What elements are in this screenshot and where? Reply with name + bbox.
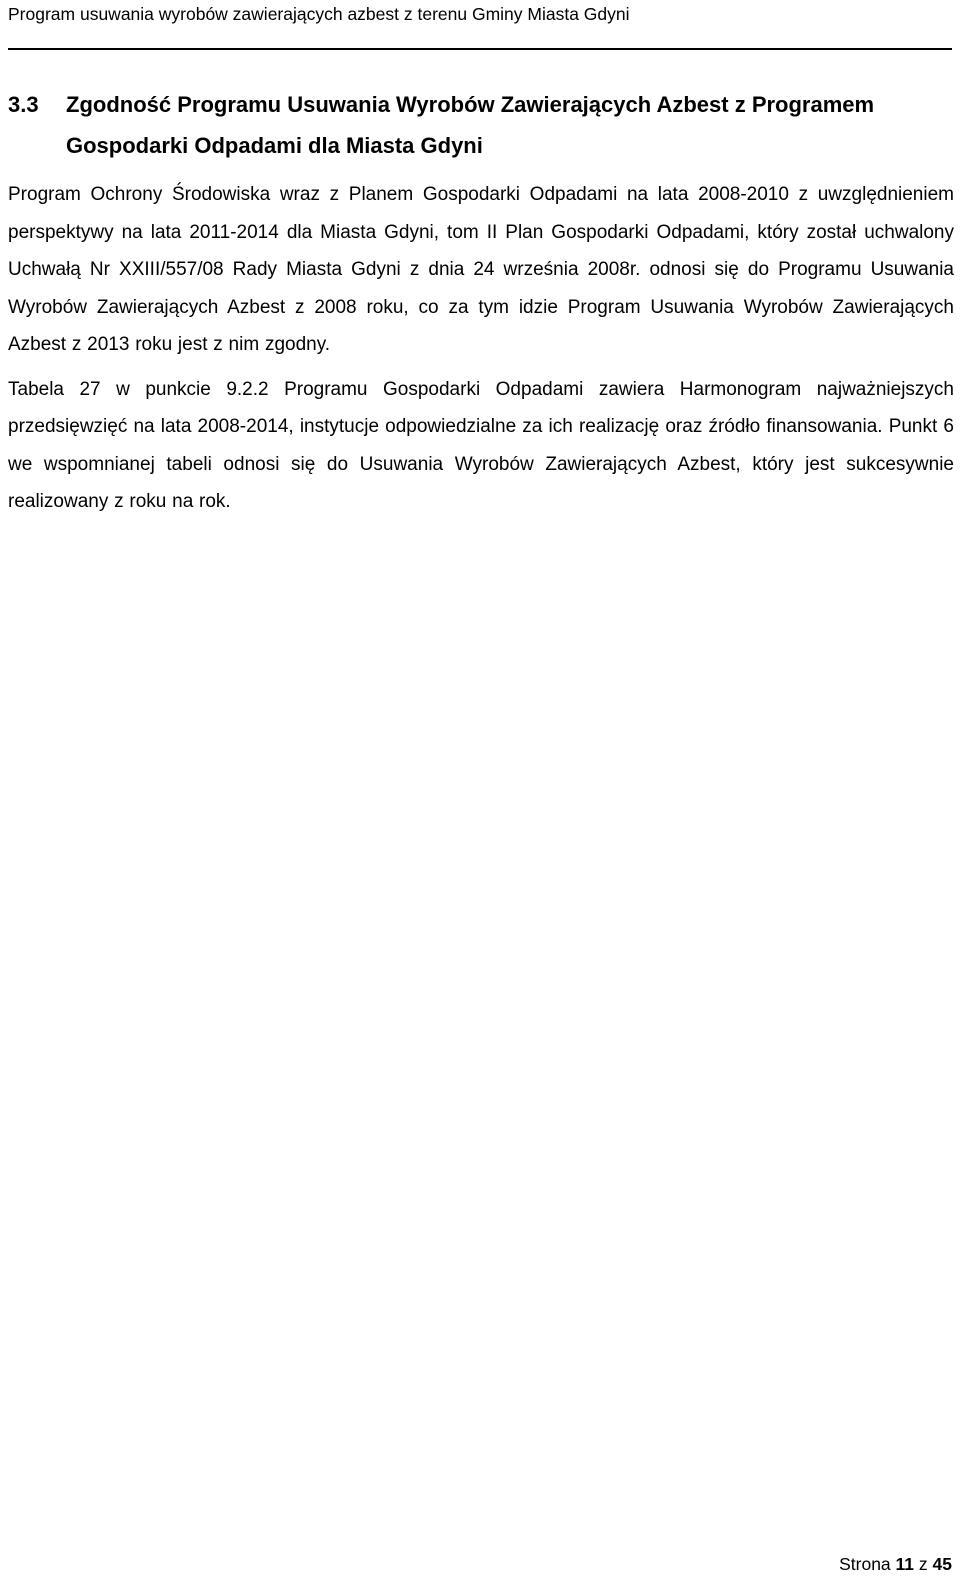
section-title: Zgodność Programu Usuwania Wyrobów Zawierających Azbest z Programem Gospodarki Odpadami dla Miasta Gdyni [66, 92, 875, 158]
current-page-number: 11 [895, 1554, 915, 1574]
page-label: Strona [839, 1554, 891, 1574]
section-heading [8, 84, 954, 166]
section-number: 3.3 [8, 92, 39, 117]
header-divider [8, 48, 952, 50]
page-of-label: z [918, 1554, 928, 1574]
running-header: Program usuwania wyrobów zawierających azbest z terenu Gminy Miasta Gdyni [8, 4, 630, 24]
page-footer [839, 1552, 952, 1576]
section-3-3 [8, 84, 954, 521]
paragraph-table-27: Tabela 27 w punkcie 9.2.2 Programu Gospodarki Odpadami zawiera Harmonogram najważniejszych przedsięwzięć na lata 2008-2014, instytucje odpowiedzialne za ich realizację oraz źródło finansowania. Punkt 6 we wspomnianej tabeli odnosi się do Usuwania Wyrobów Zawierających Azbest, który jest sukcesywnie realizowany z roku na rok. [8, 378, 954, 512]
paragraph-plan-compliance: Program Ochrony Środowiska wraz z Planem Gospodarki Odpadami na lata 2008-2010 z uwzględnieniem perspektywy na lata 2011-2014 dla Miasta Gdyni, tom II Plan Gospodarki Odpadami, który został uchwalony Uchwałą Nr XXIII/557/08 Rady Miasta Gdyni z dnia 24 września 2008r. odnosi się do Programu Usuwania Wyrobów Zawierających Azbest z 2008 roku, co za tym idzie Program Usuwania Wyrobów Zawierających Azbest z 2013 roku jest z nim zgodny. [8, 184, 954, 355]
total-pages-number: 45 [932, 1554, 952, 1574]
